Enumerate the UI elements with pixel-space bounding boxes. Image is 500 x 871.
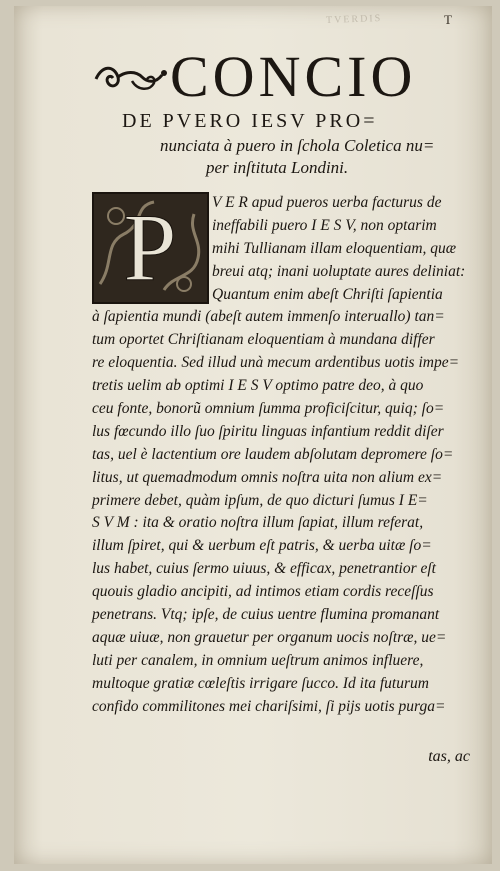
text-line: litus, ut quemadmodum omnis noſtra uita non alium ex= [92, 468, 443, 486]
initial-letter: P [123, 194, 177, 301]
bleed-through-text: TVERDIS [325, 13, 383, 26]
text-line: multoque gratiæ cœleſtis irrigare ſucco. Id ita futurum [92, 674, 429, 692]
subtitle-line-1: DE PVERO IESV PRO= [122, 110, 378, 132]
text-line: lus fœcundo illo ſuo ſpiritu linguas infantium reddit diſer [92, 422, 444, 440]
text-line: aquæ uiuæ, non grauetur per organum uocis noſtræ, ue= [92, 628, 447, 646]
text-line: V E R apud pueros uerba facturus de [212, 194, 442, 211]
text-line: breui atq; inani uoluptate aures deliniat: [212, 262, 466, 280]
text-line: lus habet, cuius ſermo uiuus, & efficax, penetrantior eſt [92, 560, 436, 578]
text-line: ceu fonte, bonorũ omnium ſumma proficiſcitur, quiq; ſo= [92, 400, 445, 418]
signature-mark: T [444, 12, 452, 27]
text-line: tas, uel è lactentium ore laudem abſolutam depromere ſo= [92, 445, 454, 463]
text-line: à ſapientia mundi (abeſt autem immenſo interuallo) tan= [92, 308, 445, 326]
text-line: penetrans. Vtq; ipſe, de cuius uentre flumina promanant [92, 606, 440, 624]
text-line: illum ſpiret, qui & uerbum eſt patris, & uerba uitæ ſo= [92, 537, 432, 555]
text-line: ineffabili puero I E S V, non optarim [212, 216, 437, 234]
text-line: re eloquentia. Sed illud unà mecum ardentibus uotis impe= [92, 354, 460, 372]
text-line: tum oportet Chriſtianam eloquentiam à mundana differ [92, 331, 435, 349]
text-line: luti per canalem, in omnium ueſtrum animos influere, [92, 651, 424, 669]
text-line: S V M : ita & oratio noſtra illum ſapiat, illum referat, [92, 514, 424, 532]
body-text [92, 192, 484, 718]
subtitle-line-3: per inſtituta Londini. [206, 158, 349, 177]
catchword: tas, ac [428, 748, 470, 765]
text-line: confido commilitones mei chariſsimi, ſi pijs uotis purga= [92, 697, 446, 715]
subtitle-line-2: nunciata à puero in ſchola Coletica nu= [160, 136, 435, 155]
text-line: mihi Tullianam illam eloquentiam, quæ [212, 239, 457, 257]
text-line: quouis gladio ancipiti, ad intimos etiam cordis receſſus [92, 583, 434, 601]
text-line: tretis uelim ab optimi I E S V optimo patre deo, à quo [92, 377, 424, 395]
page-title: CONCIO [170, 44, 417, 109]
text-line: primere debet, quàm ipſum, de quo dicturi ſumus I E= [92, 491, 428, 509]
title-row [92, 40, 492, 114]
text-line: Quantum enim abeſt Chriſti ſapientia [212, 285, 443, 303]
fleuron-ornament-icon [92, 57, 170, 97]
